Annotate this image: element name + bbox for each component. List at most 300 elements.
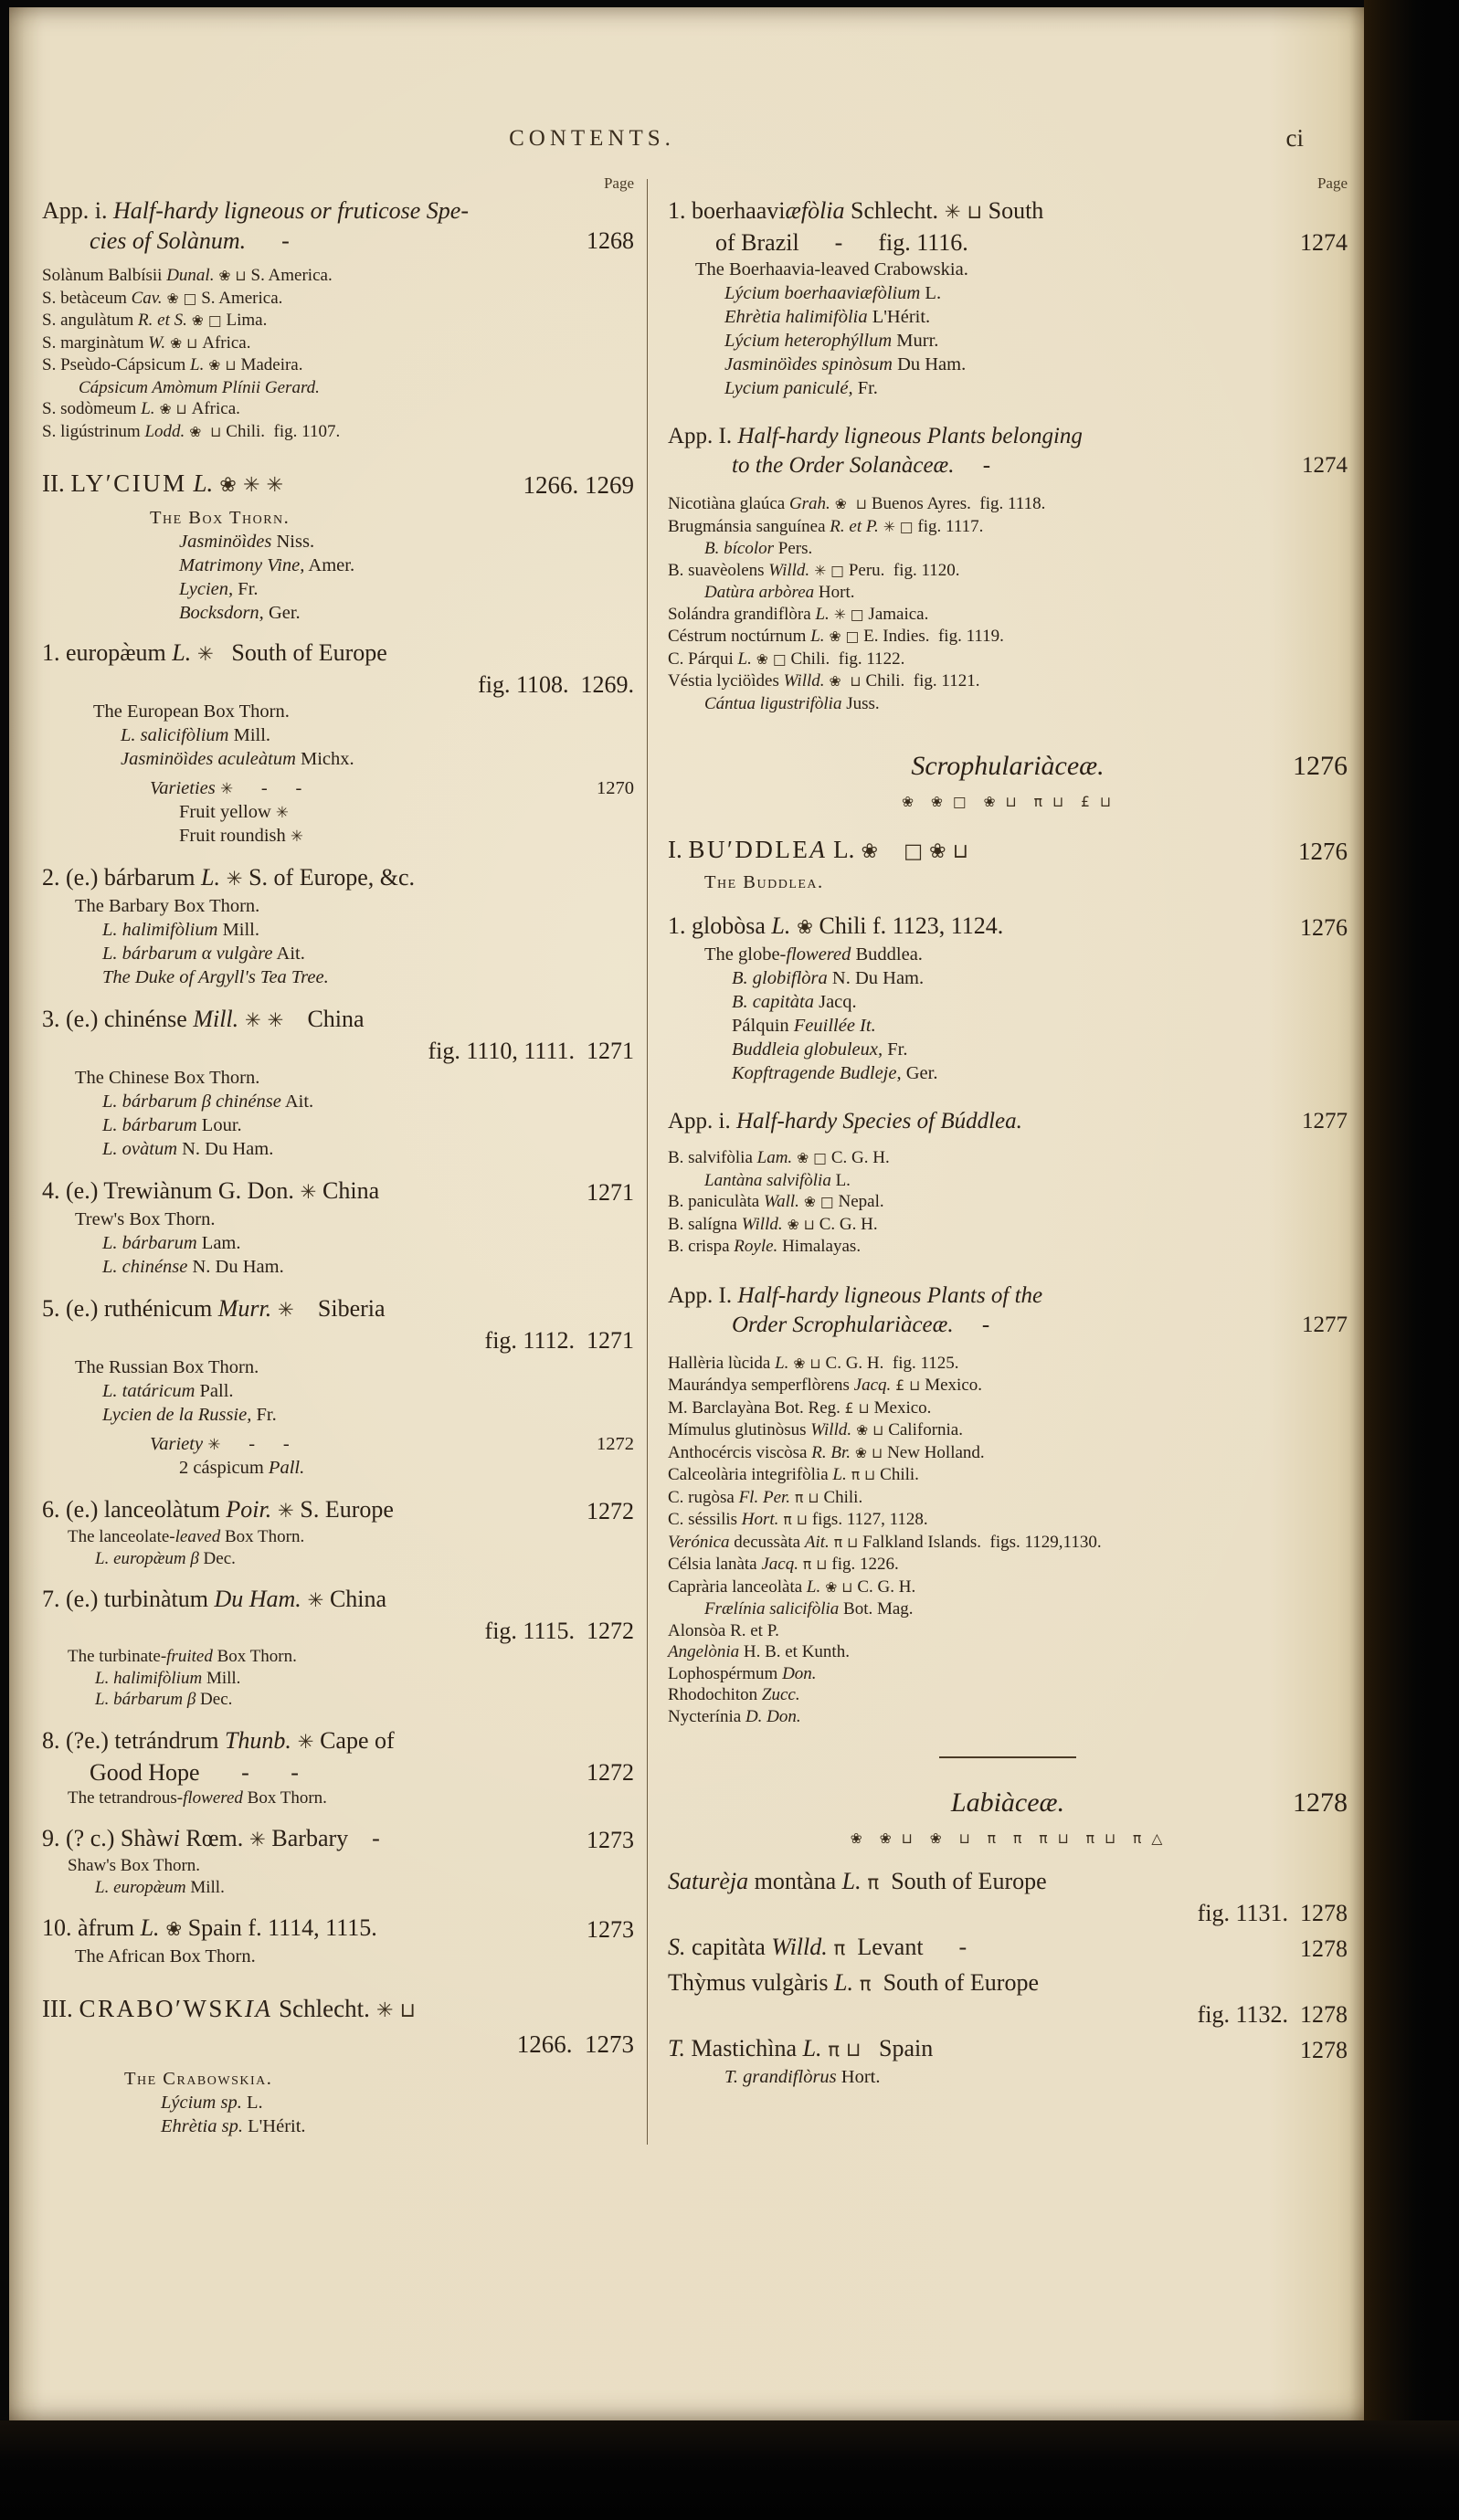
text-line xyxy=(668,626,1348,648)
text-line xyxy=(42,1646,634,1668)
text-segment: Solándra grandiflòra xyxy=(668,604,816,624)
text-segment: IA xyxy=(244,1995,273,2022)
text-segment: L. xyxy=(802,2035,822,2061)
text-segment: The Chinese Box Thorn. xyxy=(75,1068,260,1088)
text-line xyxy=(668,1311,1348,1340)
text-segment: App. i. xyxy=(668,1109,736,1133)
page-number-reference: 1272 xyxy=(587,1498,634,1524)
text-line xyxy=(42,723,634,747)
text-segment: Anthocércis viscòsa xyxy=(668,1442,812,1462)
text-line xyxy=(42,195,634,226)
botanical-symbol: ❀ □ xyxy=(186,312,227,329)
text-segment: L. xyxy=(775,1353,789,1373)
text-segment: Lantàna salvifòlia xyxy=(704,1170,831,1190)
text-line xyxy=(42,1584,634,1616)
text-line xyxy=(668,1487,1348,1510)
botanical-symbol: ❀ ⊔ xyxy=(820,1578,858,1596)
text-segment: Cape of xyxy=(313,1726,395,1754)
text-segment: Bot. Mag. xyxy=(839,1599,914,1618)
text-segment: - xyxy=(953,1312,1007,1337)
botanical-symbol: ❀ ⊔ xyxy=(165,334,203,352)
text-segment: Fr. xyxy=(233,579,259,599)
text-segment: fruited xyxy=(166,1647,213,1666)
botanical-symbol: ✳ ⊔ xyxy=(369,1998,416,2022)
text-segment: M. Barclayàna Bot. Reg. xyxy=(668,1397,845,1418)
text-segment: B. paniculàta xyxy=(668,1192,764,1211)
text-segment: Box Thorn. xyxy=(242,1787,327,1808)
text-line xyxy=(42,1725,634,1757)
text-segment: - ‐ xyxy=(233,778,302,798)
text-line xyxy=(668,582,1348,604)
text-segment: App. I. xyxy=(668,1282,738,1308)
text-segment: Maurándya semperflòrens xyxy=(668,1376,854,1395)
text-line xyxy=(668,1236,1348,1258)
text-line xyxy=(42,1066,634,1090)
text-line xyxy=(42,377,634,399)
text-segment: cies of Solànum. xyxy=(90,227,247,254)
text-segment: 10. àfrum xyxy=(42,1914,141,1941)
botanical-symbol: ✳ xyxy=(243,1829,266,1851)
text-segment: L. bárbarum β chinénse xyxy=(102,1091,281,1112)
text-segment: Royle. xyxy=(734,1237,778,1256)
text-segment: China xyxy=(283,1006,365,1032)
text-line xyxy=(42,2067,634,2091)
text-segment: Lodd. xyxy=(144,421,185,441)
text-segment: Jasminöìdes spinòsum xyxy=(724,354,893,374)
text-segment: Willd. xyxy=(810,1420,852,1439)
text-segment: The European Box Thorn. xyxy=(93,701,290,722)
text-segment: Michx. xyxy=(295,749,354,769)
text-segment: H. B. et Kunth. xyxy=(739,1642,850,1661)
text-segment: fig. 1226. xyxy=(831,1555,899,1574)
text-line xyxy=(42,700,634,723)
text-line xyxy=(42,265,634,288)
text-segment: fig. 1112. 1271 xyxy=(484,1327,634,1354)
text-line xyxy=(668,174,1348,194)
text-line xyxy=(668,648,1348,671)
text-line xyxy=(42,1494,634,1526)
text-line xyxy=(668,1932,1348,1964)
text-segment: Verónica xyxy=(668,1532,730,1552)
text-segment: Rhodochiton xyxy=(668,1685,762,1704)
text-segment: The lanceolate- xyxy=(68,1527,175,1546)
text-line xyxy=(668,353,1348,376)
text-segment: L. xyxy=(810,627,825,646)
text-segment: T. grandiflòrus xyxy=(724,2067,837,2087)
text-segment: Box Thorn. xyxy=(212,1647,297,1666)
text-segment: New Holland. xyxy=(887,1442,985,1462)
text-line xyxy=(668,2033,1348,2065)
text-segment: L. bárbarum β xyxy=(95,1690,196,1709)
text-segment: Page xyxy=(1316,174,1348,192)
text-segment: A xyxy=(809,836,828,863)
text-segment: Buddleia globuleux, xyxy=(732,1039,883,1060)
text-line xyxy=(668,493,1348,516)
text-segment: 7. (e.) turbinàtum xyxy=(42,1586,215,1612)
text-segment: decussàta xyxy=(729,1532,805,1552)
text-line xyxy=(42,1355,634,1379)
text-line xyxy=(668,990,1348,1014)
text-line xyxy=(668,305,1348,329)
text-segment: Zucc. xyxy=(761,1685,800,1704)
text-line xyxy=(42,1945,634,1968)
text-line xyxy=(42,226,634,256)
text-line xyxy=(668,1554,1348,1576)
text-segment: fig. 1132. 1278 xyxy=(1197,2001,1348,2028)
text-segment: L. salicifòlium xyxy=(121,725,229,745)
text-line xyxy=(42,1823,634,1855)
text-segment: L. xyxy=(737,648,752,669)
text-segment: B. globiflòra xyxy=(732,968,828,988)
text-line xyxy=(668,670,1348,693)
text-line xyxy=(42,1379,634,1403)
text-segment: Don. xyxy=(782,1663,817,1683)
text-segment: Lycium paniculé, xyxy=(724,378,853,398)
text-segment: 1266. 1273 xyxy=(516,2030,634,2058)
text-segment: Fruit roundish xyxy=(179,826,291,846)
text-segment: B. crispa xyxy=(668,1237,735,1256)
text-segment: App. i. xyxy=(42,197,113,224)
text-segment: Scrophulariàceæ. xyxy=(911,751,1105,781)
text-line xyxy=(668,1281,1348,1311)
scan-right-edge xyxy=(1364,0,1459,2520)
text-line xyxy=(42,288,634,311)
book-page xyxy=(9,7,1364,2420)
botanical-symbol: ❀ ⊔ xyxy=(782,1216,819,1233)
text-segment: æfòlia xyxy=(785,197,845,224)
text-segment: Lýcium boerhaaviæfòlium xyxy=(724,283,921,303)
page-title: CONTENTS. xyxy=(509,126,675,151)
text-segment: Frælínia salicifòlia xyxy=(704,1599,840,1618)
text-line xyxy=(668,1107,1348,1136)
text-line xyxy=(42,398,634,421)
botanical-symbol: π xyxy=(852,1973,872,1996)
botanical-symbol: ❀ ⊔ xyxy=(824,673,866,690)
text-segment: L. halimifòlium xyxy=(95,1668,203,1688)
text-segment: - xyxy=(246,227,313,254)
botanical-symbol: ✳ xyxy=(191,643,214,666)
text-segment: 2 cáspicum xyxy=(179,1458,269,1478)
text-segment: The Barbary Box Thorn. xyxy=(75,896,260,916)
botanical-symbol: ❀ ⊔ xyxy=(788,1355,826,1372)
text-line xyxy=(42,1992,634,2028)
left-column xyxy=(42,174,634,2138)
text-segment: Varieties xyxy=(150,778,216,798)
botanical-symbol: ✳ ⊔ xyxy=(938,201,983,224)
text-line xyxy=(42,554,634,577)
text-segment: Mexico. xyxy=(925,1376,983,1395)
text-segment: The African Box Thorn. xyxy=(75,1946,256,1966)
text-segment: L'Hérit. xyxy=(242,2116,306,2136)
text-segment: N. Du Ham. xyxy=(187,1257,284,1277)
botanical-symbol: ✳ ✳ xyxy=(238,1009,284,1032)
text-line xyxy=(42,1137,634,1161)
text-line xyxy=(42,918,634,942)
text-segment: W. xyxy=(148,332,166,353)
text-segment: fig. 1110, 1111. 1271 xyxy=(428,1038,634,1064)
text-segment: C. séssilis xyxy=(668,1510,742,1529)
text-segment: Cav. xyxy=(131,288,163,308)
botanical-symbol: £ ⊔ xyxy=(844,1399,874,1417)
text-segment: fig. 1115. 1272 xyxy=(484,1618,634,1644)
text-line xyxy=(668,1014,1348,1038)
text-line xyxy=(42,2091,634,2114)
text-line xyxy=(668,1061,1348,1085)
text-columns xyxy=(42,174,1348,2145)
text-line xyxy=(668,693,1348,715)
page-number-reference: 1277 xyxy=(1302,1109,1348,1133)
botanical-symbol: ✳ xyxy=(275,803,289,821)
text-line xyxy=(668,1353,1348,1376)
botanical-symbol: ✳ xyxy=(301,1589,324,1612)
text-segment: III. xyxy=(42,1995,79,2022)
text-segment: Jasminöìdes xyxy=(179,532,272,552)
text-segment: Ait. xyxy=(272,944,305,964)
botanical-symbol: ❀ ⊔ xyxy=(850,1444,888,1461)
text-segment: Wall. xyxy=(764,1192,799,1211)
text-segment: Ehrètia sp. xyxy=(161,2116,243,2136)
text-segment: L. xyxy=(172,639,192,666)
text-line xyxy=(668,1397,1348,1420)
text-segment: to the Order Solanàceæ. xyxy=(732,453,955,478)
text-segment: R. et S. xyxy=(138,311,187,330)
text-segment: B. salvifòlia xyxy=(668,1148,757,1167)
text-line xyxy=(42,1855,634,1877)
text-segment: S. sodòmeum xyxy=(42,399,142,418)
text-line xyxy=(668,1464,1348,1487)
botanical-symbol: ❀ □ xyxy=(798,1194,839,1210)
text-segment: S. marginàtum xyxy=(42,332,149,353)
text-segment: Pall. xyxy=(268,1458,305,1478)
text-segment: Fruit yellow xyxy=(179,802,276,822)
text-segment: Du Ham. xyxy=(214,1586,301,1612)
text-line xyxy=(668,1866,1348,1898)
text-segment: Céstrum noctúrnum xyxy=(668,627,811,646)
text-line xyxy=(42,1526,634,1548)
text-segment: L. chinénse xyxy=(102,1257,188,1277)
text-segment: Calceolària integrifòlia xyxy=(668,1465,833,1484)
right-column xyxy=(648,174,1348,2089)
text-line xyxy=(42,2114,634,2138)
text-line xyxy=(42,1293,634,1325)
text-segment: 1. globòsa xyxy=(668,912,772,939)
text-segment: S. America. xyxy=(201,288,283,308)
text-segment: L. xyxy=(141,399,155,418)
text-segment: R. Br. xyxy=(811,1442,851,1462)
text-segment: Niss. xyxy=(271,532,315,552)
text-line xyxy=(42,310,634,332)
text-line xyxy=(42,776,634,800)
botanical-symbol: ✳ xyxy=(271,1500,294,1523)
text-segment: The globe- xyxy=(704,944,787,965)
botanical-symbol: ❀ xyxy=(159,1918,183,1941)
botanical-symbol: ✳ □ xyxy=(878,518,918,535)
text-line xyxy=(668,1828,1348,1850)
botanical-symbol: ✳ xyxy=(271,1299,294,1322)
text-line xyxy=(42,1207,634,1231)
text-segment: Caprària lanceolàta xyxy=(668,1576,807,1597)
text-segment: Fl. Per. xyxy=(738,1487,791,1507)
text-segment: Willd. xyxy=(783,671,825,691)
text-segment: Half-hardy ligneous or fruticose Spe- xyxy=(113,197,469,224)
text-segment: Grah. xyxy=(788,494,830,513)
botanical-symbol: ❀ □ xyxy=(162,290,202,307)
botanical-symbol: ❀ □ xyxy=(824,628,864,645)
text-line xyxy=(668,422,1348,451)
page-number-reference: 1271 xyxy=(587,1179,634,1206)
text-segment: Angelònia xyxy=(668,1642,740,1661)
text-segment: Good Hope - - xyxy=(90,1758,334,1786)
text-segment: Mill. xyxy=(202,1668,241,1688)
text-line xyxy=(42,1913,634,1945)
page-number-reference: 1266. 1269 xyxy=(523,471,634,499)
text-line xyxy=(668,1509,1348,1532)
text-line xyxy=(668,1147,1348,1170)
text-line xyxy=(668,329,1348,353)
text-segment: Variety xyxy=(150,1434,204,1454)
text-segment: Dunal. xyxy=(166,266,215,285)
text-line xyxy=(668,870,1348,894)
text-segment: 4. (e.) Trewiànum G. Don. xyxy=(42,1177,294,1204)
text-line xyxy=(42,894,634,918)
text-segment: leaved xyxy=(174,1527,221,1546)
text-segment: S. xyxy=(668,1934,686,1960)
page-folio: ci xyxy=(1285,124,1304,152)
text-segment: Mímulus glutinòsus xyxy=(668,1420,811,1439)
text-segment: S. America. xyxy=(250,266,333,285)
text-segment: Mill. xyxy=(217,920,260,940)
scan-bottom-edge xyxy=(0,2420,1459,2520)
text-line xyxy=(668,1214,1348,1237)
text-segment: L. xyxy=(834,1969,853,1996)
text-segment: Murr. xyxy=(217,1295,272,1322)
text-segment: Chili. fig. 1107. xyxy=(226,421,341,441)
text-segment: Ait. xyxy=(280,1091,314,1112)
text-segment: Dec. xyxy=(196,1690,233,1709)
text-segment: fig. 1131. 1278 xyxy=(1197,1900,1348,1926)
separator-rule xyxy=(939,1756,1076,1758)
text-line xyxy=(42,670,634,700)
text-line xyxy=(668,538,1348,560)
text-segment: L. xyxy=(140,1914,160,1941)
text-line xyxy=(42,601,634,625)
text-line xyxy=(42,2028,634,2061)
botanical-symbol: ❀ ⊔ xyxy=(851,1422,889,1439)
text-segment: Kopftragende Budleje, xyxy=(732,1063,902,1083)
text-line xyxy=(668,1898,1348,1928)
text-line xyxy=(668,1999,1348,2030)
text-segment: Véstia lyciöìdes xyxy=(668,671,784,691)
text-segment: L. xyxy=(200,864,220,891)
text-line xyxy=(668,1598,1348,1620)
text-segment: 1. boerhaavi xyxy=(668,197,786,224)
text-segment: - - xyxy=(220,1434,290,1454)
text-segment: Poir. xyxy=(226,1496,272,1523)
text-line xyxy=(42,942,634,965)
text-line xyxy=(42,1036,634,1066)
text-segment: Ait. xyxy=(804,1532,830,1552)
botanical-symbol: π ⊔ xyxy=(798,1556,832,1573)
text-segment: Chili. xyxy=(880,1465,919,1484)
text-line xyxy=(42,638,634,670)
text-segment: Half-hardy ligneous Plants of the xyxy=(737,1282,1043,1308)
text-segment: Fr. xyxy=(251,1405,277,1425)
text-segment: Buddlea. xyxy=(851,944,923,965)
text-segment: Ger. xyxy=(263,603,301,623)
text-line xyxy=(668,1576,1348,1599)
text-segment: fig. 1117. xyxy=(917,516,984,536)
botanical-symbol: ❀ ❀ ⊔ ❀ ⊔ π π π ⊔ π ⊔ π △ xyxy=(850,1830,1166,1847)
botanical-symbol: π ⊔ xyxy=(846,1467,881,1483)
text-segment: China xyxy=(316,1177,380,1204)
text-line xyxy=(668,281,1348,305)
botanical-symbol: ✳ xyxy=(203,1435,221,1453)
text-segment: Himalayas. xyxy=(777,1237,862,1256)
text-segment: 8. (?e.) tetrándrum xyxy=(42,1726,225,1754)
botanical-symbol: π ⊔ xyxy=(829,1534,863,1551)
text-segment: Thunb. xyxy=(224,1726,291,1754)
text-segment: flowered xyxy=(786,944,851,965)
text-line xyxy=(668,1786,1348,1820)
text-segment: Datùra arbòrea xyxy=(704,583,815,602)
text-segment: Mill. xyxy=(228,725,271,745)
text-segment: The Buddlea. xyxy=(704,872,824,892)
text-segment: Fr. xyxy=(852,378,878,398)
text-segment: L. xyxy=(806,1576,821,1597)
text-segment: capitàta xyxy=(685,1934,772,1960)
text-line xyxy=(668,560,1348,583)
text-segment: Alonsòa R. et P. xyxy=(668,1620,779,1640)
text-segment: Box Thorn. xyxy=(220,1527,305,1546)
text-segment: Spain xyxy=(861,2035,934,2061)
text-segment: C. G. H. xyxy=(819,1214,878,1234)
text-segment: Saturèja xyxy=(668,1868,749,1894)
page-number-reference: 1273 xyxy=(587,1916,634,1943)
text-segment: South of Europe xyxy=(879,1868,1047,1894)
text-line xyxy=(668,1620,1348,1642)
text-line xyxy=(668,1684,1348,1706)
text-line xyxy=(668,376,1348,400)
text-segment: of Brazil - fig. 1116. xyxy=(715,229,968,256)
text-segment: S. ligústrinum xyxy=(42,421,145,441)
page-number-reference: 1268 xyxy=(587,227,634,254)
text-segment: L. xyxy=(186,469,214,497)
text-segment: Africa. xyxy=(202,332,251,353)
text-segment: Peru. fig. 1120. xyxy=(848,560,960,580)
text-segment: 6. (e.) lanceolàtum xyxy=(42,1496,227,1523)
text-segment: L. bárbarum α vulgàre xyxy=(102,944,273,964)
text-segment: The turbinate- xyxy=(68,1647,167,1666)
text-segment: Willd. xyxy=(741,1214,783,1234)
text-segment: L. ovàtum xyxy=(102,1139,177,1159)
text-segment: R. et P. xyxy=(830,516,879,536)
text-segment: Hort. xyxy=(836,2067,881,2087)
text-segment: S. angulàtum xyxy=(42,311,139,330)
text-segment: Fr. xyxy=(883,1039,908,1060)
botanical-symbol: ❀ ❀ □ ❀ ⊔ π ⊔ £ ⊔ xyxy=(901,794,1115,810)
text-segment: Dec. xyxy=(198,1548,236,1568)
text-segment: Solànum Balbísii xyxy=(42,266,167,285)
text-segment: The Boerhaavia-leaved Crabowskia. xyxy=(695,259,968,279)
botanical-symbol: ✳ xyxy=(219,868,243,891)
page-number-reference: 1273 xyxy=(587,1827,634,1853)
text-segment: China xyxy=(323,1586,387,1612)
page-number-reference: 1274 xyxy=(1300,229,1348,256)
text-segment: Brugmánsia sanguínea xyxy=(668,516,830,536)
text-segment: L. xyxy=(771,912,791,939)
text-segment: Chili. xyxy=(823,1487,863,1507)
text-segment: Chili. fig. 1121. xyxy=(865,671,980,691)
